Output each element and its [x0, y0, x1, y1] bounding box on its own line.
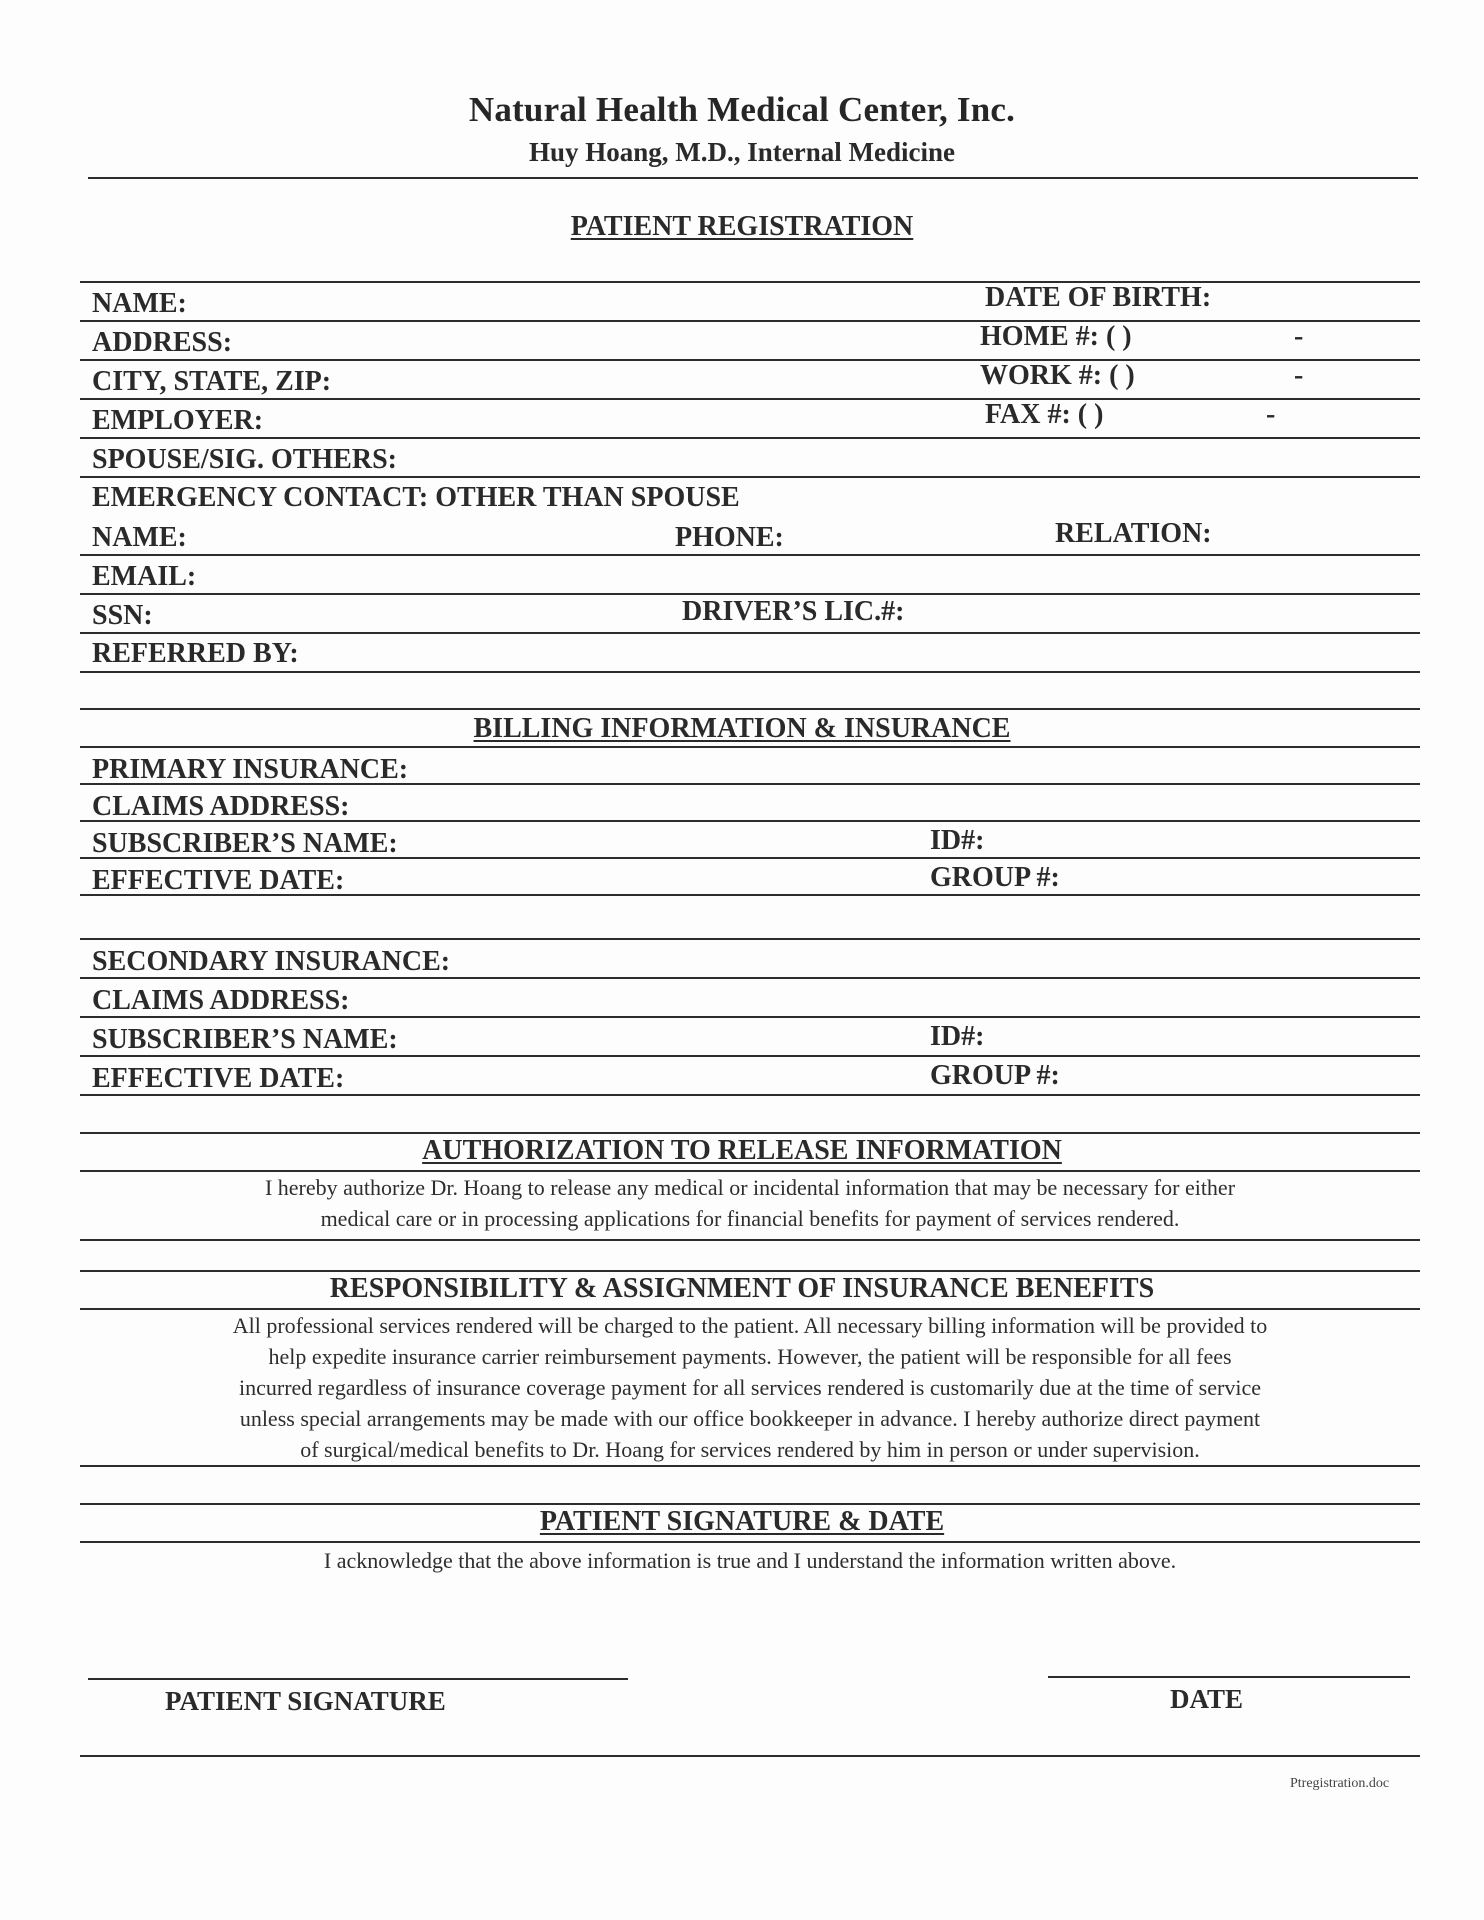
name-label: NAME: [92, 288, 187, 319]
header-divider [88, 177, 1418, 179]
authorization-line: medical care or in processing applications for financial benefits for payment of services rendered. [320, 1206, 1180, 1231]
responsibility-line: help expedite insurance carrier reimbursement payments. However, the patient will be responsible for all fees [268, 1344, 1232, 1369]
spouse-field[interactable] [445, 444, 1415, 474]
ssn-field[interactable] [165, 600, 675, 630]
responsibility-line: incurred regardless of insurance coverage payment for all services rendered is customarily due at the time of service [239, 1375, 1261, 1400]
spouse-label: SPOUSE/SIG. OTHERS: [92, 444, 397, 475]
primary-effective-date-field[interactable] [390, 865, 920, 895]
drivers-lic-label: DRIVER’S LIC.#: [682, 596, 905, 627]
responsibility-text [80, 1310, 1420, 1465]
work-phone-label: WORK #: ( ) [980, 360, 1135, 391]
rule [80, 554, 1420, 556]
rule [80, 476, 1420, 478]
physician-name: Huy Hoang, M.D., Internal Medicine [529, 137, 955, 167]
authorization-text [80, 1172, 1420, 1234]
primary-insurance-field[interactable] [460, 754, 1415, 784]
primary-id-label: ID#: [930, 825, 985, 856]
rule [80, 320, 1420, 322]
primary-group-label: GROUP #: [930, 862, 1060, 893]
rule [80, 746, 1420, 748]
emergency-contact-heading: EMERGENCY CONTACT: OTHER THAN SPOUSE [92, 482, 740, 513]
email-label: EMAIL: [92, 561, 197, 592]
drivers-lic-field[interactable] [945, 596, 1415, 626]
home-phone-dash: - [1294, 321, 1304, 352]
secondary-subscriber-field[interactable] [450, 1024, 920, 1054]
rule [80, 708, 1420, 710]
secondary-claims-address-label: CLAIMS ADDRESS: [92, 985, 350, 1016]
fax-field[interactable] [1110, 401, 1415, 431]
signature-line [88, 1678, 628, 1680]
email-field[interactable] [215, 561, 1415, 591]
employer-label: EMPLOYER: [92, 405, 264, 436]
referred-by-label: REFERRED BY: [92, 638, 299, 669]
secondary-effective-date-label: EFFECTIVE DATE: [92, 1063, 345, 1094]
dob-label: DATE OF BIRTH: [985, 282, 1212, 313]
ec-name-label: NAME: [92, 522, 187, 553]
rule [80, 281, 1420, 283]
ssn-label: SSN: [92, 600, 153, 631]
work-phone-dash: - [1294, 360, 1304, 391]
rule [80, 1755, 1420, 1757]
authorization-line: I hereby authorize Dr. Hoang to release any medical or incidental information that may be necessary for either [264, 1175, 1236, 1200]
patient-registration-title: PATIENT REGISTRATION [570, 211, 914, 242]
rule [80, 398, 1420, 400]
fax-dash: - [1266, 399, 1276, 430]
rule [80, 437, 1420, 439]
responsibility-title: RESPONSIBILITY & ASSIGNMENT OF INSURANCE BENEFITS [329, 1273, 1155, 1304]
secondary-insurance-field[interactable] [510, 946, 1415, 976]
rule [80, 671, 1420, 673]
work-phone-field[interactable] [1140, 362, 1415, 392]
rule [80, 1132, 1420, 1134]
signature-title: PATIENT SIGNATURE & DATE [539, 1506, 945, 1537]
primary-claims-address-field[interactable] [395, 791, 1415, 821]
acknowledgement-text: I acknowledge that the above information is true and I understand the information written above. [323, 1548, 1177, 1573]
dob-field[interactable] [1260, 284, 1415, 314]
rule [80, 359, 1420, 361]
rule [80, 632, 1420, 634]
rule [80, 1239, 1420, 1241]
city-state-zip-field[interactable] [375, 366, 970, 396]
secondary-effective-date-field[interactable] [390, 1063, 920, 1093]
rule [80, 1465, 1420, 1467]
rule [80, 1503, 1420, 1505]
address-label: ADDRESS: [92, 327, 233, 358]
primary-group-field[interactable] [1085, 862, 1415, 892]
home-phone-label: HOME #: ( ) [980, 321, 1132, 352]
responsibility-line: All professional services rendered will be charged to the patient. All necessary billing information will be provided to [232, 1313, 1268, 1338]
responsibility-line: unless special arrangements may be made with our office bookkeeper in advance. I hereby authorize direct payment [239, 1406, 1261, 1431]
primary-subscriber-label: SUBSCRIBER’S NAME: [92, 828, 398, 859]
rule [80, 593, 1420, 595]
city-state-zip-label: CITY, STATE, ZIP: [92, 366, 332, 397]
rule [80, 938, 1420, 940]
responsibility-line: of surgical/medical benefits to Dr. Hoang for services rendered by him in person or under supervision. [300, 1437, 1200, 1462]
primary-insurance-label: PRIMARY INSURANCE: [92, 754, 409, 785]
patient-signature-field[interactable] [88, 1640, 628, 1678]
ec-relation-field[interactable] [1240, 518, 1415, 548]
ec-phone-field[interactable] [805, 522, 1050, 552]
secondary-id-label: ID#: [930, 1021, 985, 1052]
secondary-group-label: GROUP #: [930, 1060, 1060, 1091]
document-filename: Ptregistration.doc [1290, 1776, 1390, 1791]
address-field[interactable] [260, 327, 970, 357]
date-label: DATE [1170, 1684, 1244, 1714]
rule [80, 1541, 1420, 1543]
primary-effective-date-label: EFFECTIVE DATE: [92, 865, 345, 896]
primary-claims-address-label: CLAIMS ADDRESS: [92, 791, 350, 822]
home-phone-field[interactable] [1140, 323, 1415, 353]
primary-subscriber-field[interactable] [450, 828, 920, 858]
ec-phone-label: PHONE: [675, 522, 784, 553]
employer-field[interactable] [290, 405, 970, 435]
rule [80, 1270, 1420, 1272]
ec-relation-label: RELATION: [1055, 518, 1212, 549]
secondary-group-field[interactable] [1085, 1060, 1415, 1090]
clinic-name: Natural Health Medical Center, Inc. [468, 90, 1016, 129]
referred-by-field[interactable] [340, 638, 1415, 668]
date-line [1048, 1676, 1410, 1678]
patient-signature-label: PATIENT SIGNATURE [165, 1686, 446, 1716]
secondary-subscriber-label: SUBSCRIBER’S NAME: [92, 1024, 398, 1055]
secondary-id-field[interactable] [1000, 1021, 1415, 1051]
date-field[interactable] [1048, 1638, 1410, 1676]
fax-label: FAX #: ( ) [985, 399, 1104, 430]
authorization-title: AUTHORIZATION TO RELEASE INFORMATION [422, 1135, 1062, 1166]
secondary-insurance-label: SECONDARY INSURANCE: [92, 946, 451, 977]
name-field[interactable] [210, 288, 970, 318]
billing-title: BILLING INFORMATION & INSURANCE [473, 713, 1011, 744]
primary-id-field[interactable] [1000, 825, 1415, 855]
secondary-claims-address-field[interactable] [395, 985, 1415, 1015]
ec-name-field[interactable] [205, 522, 670, 552]
